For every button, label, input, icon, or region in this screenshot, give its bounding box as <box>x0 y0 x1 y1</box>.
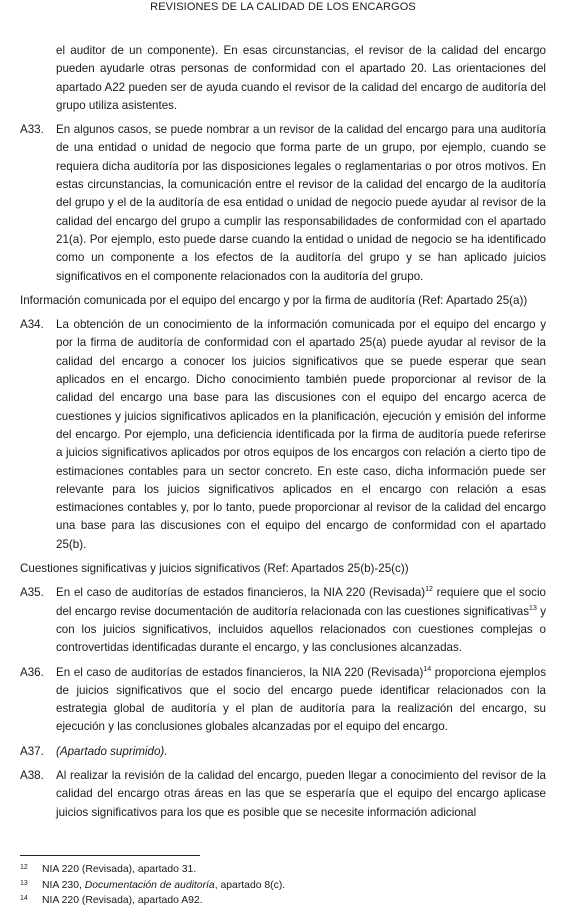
footnote-12 <box>20 862 546 878</box>
section-heading: Cuestiones significativas y juicios significativos (Ref: Apartados 25(b)-25(c)) <box>20 562 409 576</box>
footnote-ref[interactable]: 14 <box>423 665 432 673</box>
paragraph-a35 <box>20 584 546 657</box>
footnote-text: NIA 220 (Revisada), apartado 31. <box>42 864 197 875</box>
footnote-number: 12 <box>20 864 28 871</box>
paragraph-number: A35. <box>20 586 44 600</box>
paragraph-text: requiere que el socio del encargo revise documentación de auditoría relacionada con las cuestiones significativas <box>56 586 546 618</box>
paragraph-text: En algunos casos, se puede nombrar a un revisor de la calidad del encargo para una auditoría de una entidad o unidad de negocio que forma parte de un grupo, por ejemplo, cuando se requiera dicha auditoría por las disposiciones legales o reglamentarias o por otros motivos. En estas circunstancias, la comunicación entre el revisor de la calidad del encargo de la auditoría del grupo y el de la auditoría de esa entidad o unidad de negocio puede ayudar al revisor de la calidad del encargo del grupo a cumplir las responsabilidades de conformidad con el apartado 21(a). Por ejemplo, esto puede darse cuando la entidad o unidad de negocio se ha identificado como un componente a los efectos de la auditoría del grupo y se han aplicado juicios significativos en el componente relacionados con la auditoría del grupo. <box>56 123 546 283</box>
paragraph-a38 <box>20 767 546 822</box>
paragraph-a33 <box>20 121 546 286</box>
running-header: REVISIONES DE LA CALIDAD DE LOS ENCARGOS <box>150 1 416 13</box>
footnote-number: 13 <box>20 879 28 887</box>
paragraph-text: Al realizar la revisión de la calidad del encargo, pueden llegar a conocimiento del revisor de la calidad del encargo otras áreas en las que se esperaría que el equipo del encargo aplicase juicios significativos para los que es posible que se necesite información adicional <box>56 768 546 819</box>
paragraph-text: En el caso de auditorías de estados financieros, la NIA 220 (Revisada) <box>56 665 424 679</box>
paragraph-number: A33. <box>20 123 44 137</box>
paragraph-a36 <box>20 664 546 737</box>
footnote-divider <box>20 855 200 856</box>
paragraph-text: proporciona ejemplos de juicios significativos que el socio del encargo puede identificar relacionados con la estrategia global de auditoría y el plan de auditoría para la realización del encargo, su ejecución y las conclusiones globales alcanzadas por el equipo del encargo. <box>56 665 546 734</box>
paragraph-text: La obtención de un conocimiento de la información comunicada por el equipo del encargo y por la firma de auditoría de conformidad con el apartado 25(a) puede ayudar al revisor de la calidad del encargo a conocer los juicios significativos que se puede esperar que sean aplicados en el encargo. Dicho conocimiento también puede proporcionar al revisor de la calidad del encargo una base para las discusiones con el equipo del encargo acerca de cuestiones y juicios significativos aplicados en la planificación, ejecución y emisión del informe del encargo. Por ejemplo, una deficiencia identificada por la firma de auditoría puede referirse a juicios significativos aplicados por otros equipos de los encargos con relación a cierto tipo de estimaciones contables para un sector concreto. En este caso, dicha información puede ser relevante para los juicios significativos aplicados en el encargo con relación a esas estimaciones contables y, por lo tanto, puede proporcionar al revisor de la calidad del encargo una base para las discusiones con el equipo del encargo de conformidad con el apartado 25(b). <box>56 318 546 551</box>
paragraph-a37 <box>20 743 546 761</box>
section-heading: Información comunicada por el equipo del encargo y por la firma de auditoría (Ref: Apartado 25(a)) <box>20 293 528 307</box>
paragraph-number: A34. <box>20 318 44 332</box>
paragraph-number: A38. <box>20 768 44 782</box>
continuation-paragraph: el auditor de un componente). En esas circunstancias, el revisor de la calidad del encargo pueden ayudarle otras personas de conformidad con el apartado 20. Las orientaciones del apartado A22 pueden ser de ayuda cuando el revisor de la calidad del encargo de auditoría del grupo utiliza asistentes. <box>56 44 546 112</box>
footnote-text: NIA 230, <box>42 879 85 891</box>
paragraph-a34 <box>20 316 546 554</box>
paragraph-number: A37. <box>20 744 44 758</box>
footnote-text: , apartado 8(c). <box>214 879 286 891</box>
footnote-ref[interactable]: 12 <box>425 586 433 594</box>
footnote-number: 14 <box>20 895 28 902</box>
paragraph-text: y con los juicios significativos, incluidos aquellos relacionados con cuestiones complejas o controvertidas identificadas durante el encargo, y las conclusiones alcanzadas. <box>56 604 546 655</box>
paragraph-number: A36. <box>20 665 44 679</box>
paragraph-text: (Apartado suprimido). <box>56 744 168 758</box>
paragraph-text: En el caso de auditorías de estados financieros, la NIA 220 (Revisada) <box>56 586 426 600</box>
page-body <box>20 42 546 822</box>
footnote-13 <box>20 878 546 894</box>
footnote-text: NIA 220 (Revisada), apartado A92. <box>42 895 203 906</box>
footnotes <box>20 862 546 909</box>
footnote-title: Documentación de auditoría <box>84 879 215 891</box>
footnote-14 <box>20 893 546 909</box>
footnote-ref[interactable]: 13 <box>529 604 537 612</box>
